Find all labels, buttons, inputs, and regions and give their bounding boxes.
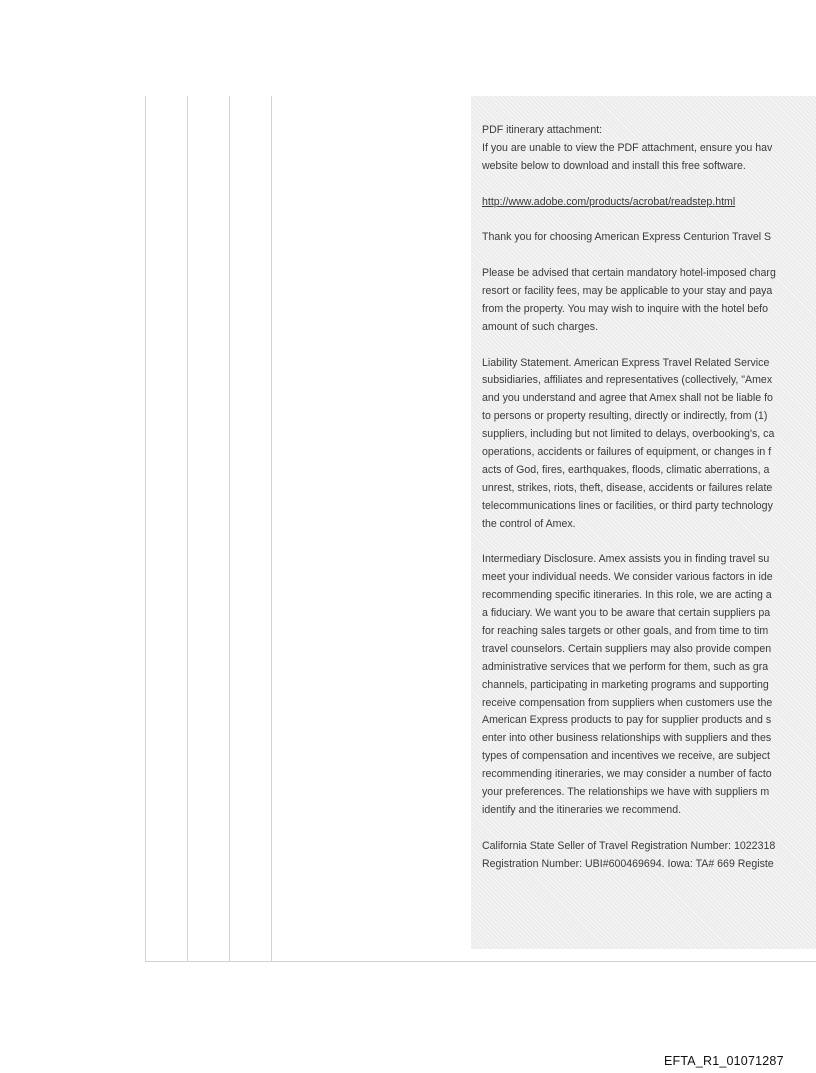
intermediary-line: for reaching sales targets or other goals, and from time to tim <box>482 624 769 637</box>
liability-line: unrest, strikes, riots, theft, disease, accidents or failures relate <box>482 481 773 494</box>
pdf-heading: PDF itinerary attachment: <box>482 124 603 136</box>
adobe-reader-link[interactable]: http://www.adobe.com/products/acrobat/readstep.html <box>482 195 736 208</box>
intermediary-line: travel counselors. Certain suppliers may also provide compen <box>482 642 772 655</box>
intermediary-line: receive compensation from suppliers when customers use the <box>482 696 773 709</box>
thank-you-text: Thank you for choosing American Express Centurion Travel S <box>482 231 772 244</box>
liability-line: the control of Amex. <box>482 517 576 530</box>
intermediary-line: types of compensation and incentives we receive, are subject <box>482 750 770 763</box>
registration-line: California State Seller of Travel Registration Number: 1022318 <box>482 839 776 852</box>
intermediary-line: your preferences. The relationships we have with suppliers m <box>482 785 770 798</box>
pdf-line: If you are unable to view the PDF attachment, ensure you hav <box>482 141 773 154</box>
column-divider-1 <box>145 96 146 962</box>
column-divider-2 <box>187 96 188 962</box>
liability-line: telecommunications lines or facilities, or third party technology <box>482 499 773 512</box>
hotel-charges-line: Please be advised that certain mandatory hotel-imposed charg <box>482 267 776 280</box>
intermediary-line: recommending specific itineraries. In this role, we are acting a <box>482 589 772 602</box>
table-bottom-border <box>145 961 816 962</box>
intermediary-line: Intermediary Disclosure. Amex assists you in finding travel su <box>482 553 770 566</box>
registration-line: Registration Number: UBI#600469694. Iowa: TA# 669 Registe <box>482 857 774 870</box>
bates-number: EFTA_R1_01071287 <box>664 1054 784 1068</box>
intermediary-line: a fiduciary. We want you to be aware that certain suppliers pa <box>482 607 771 620</box>
intermediary-line: meet your individual needs. We consider various factors in ide <box>482 571 773 584</box>
intermediary-line: American Express products to pay for supplier products and s <box>482 714 772 727</box>
intermediary-line: administrative services that we perform for them, such as gra <box>482 660 769 673</box>
intermediary-line: channels, participating in marketing programs and supporting <box>482 678 769 691</box>
hotel-charges-line: from the property. You may wish to inquire with the hotel befo <box>482 302 768 315</box>
hotel-charges-line: amount of such charges. <box>482 320 599 333</box>
pdf-line: website below to download and install this free software. <box>482 159 746 172</box>
liability-line: Liability Statement. American Express Travel Related Service <box>482 356 770 369</box>
column-divider-3 <box>229 96 230 962</box>
liability-line: suppliers, including but not limited to delays, overbooking's, ca <box>482 428 775 441</box>
email-body-panel <box>471 96 816 949</box>
email-body-text <box>482 122 816 873</box>
intermediary-line: recommending itineraries, we may consider a number of facto <box>482 768 772 781</box>
liability-line: acts of God, fires, earthquakes, floods, climatic aberrations, a <box>482 463 770 476</box>
liability-line: operations, accidents or failures of equipment, or changes in f <box>482 446 772 459</box>
liability-line: to persons or property resulting, directly or indirectly, from (1) <box>482 410 768 423</box>
liability-line: subsidiaries, affiliates and representatives (collectively, "Amex <box>482 374 773 387</box>
liability-line: and you understand and agree that Amex shall not be liable fo <box>482 392 773 405</box>
intermediary-line: identify and the itineraries we recommend. <box>482 803 682 816</box>
column-divider-4 <box>271 96 272 962</box>
intermediary-line: enter into other business relationships with suppliers and thes <box>482 732 772 745</box>
hotel-charges-line: resort or facility fees, may be applicable to your stay and paya <box>482 285 773 298</box>
